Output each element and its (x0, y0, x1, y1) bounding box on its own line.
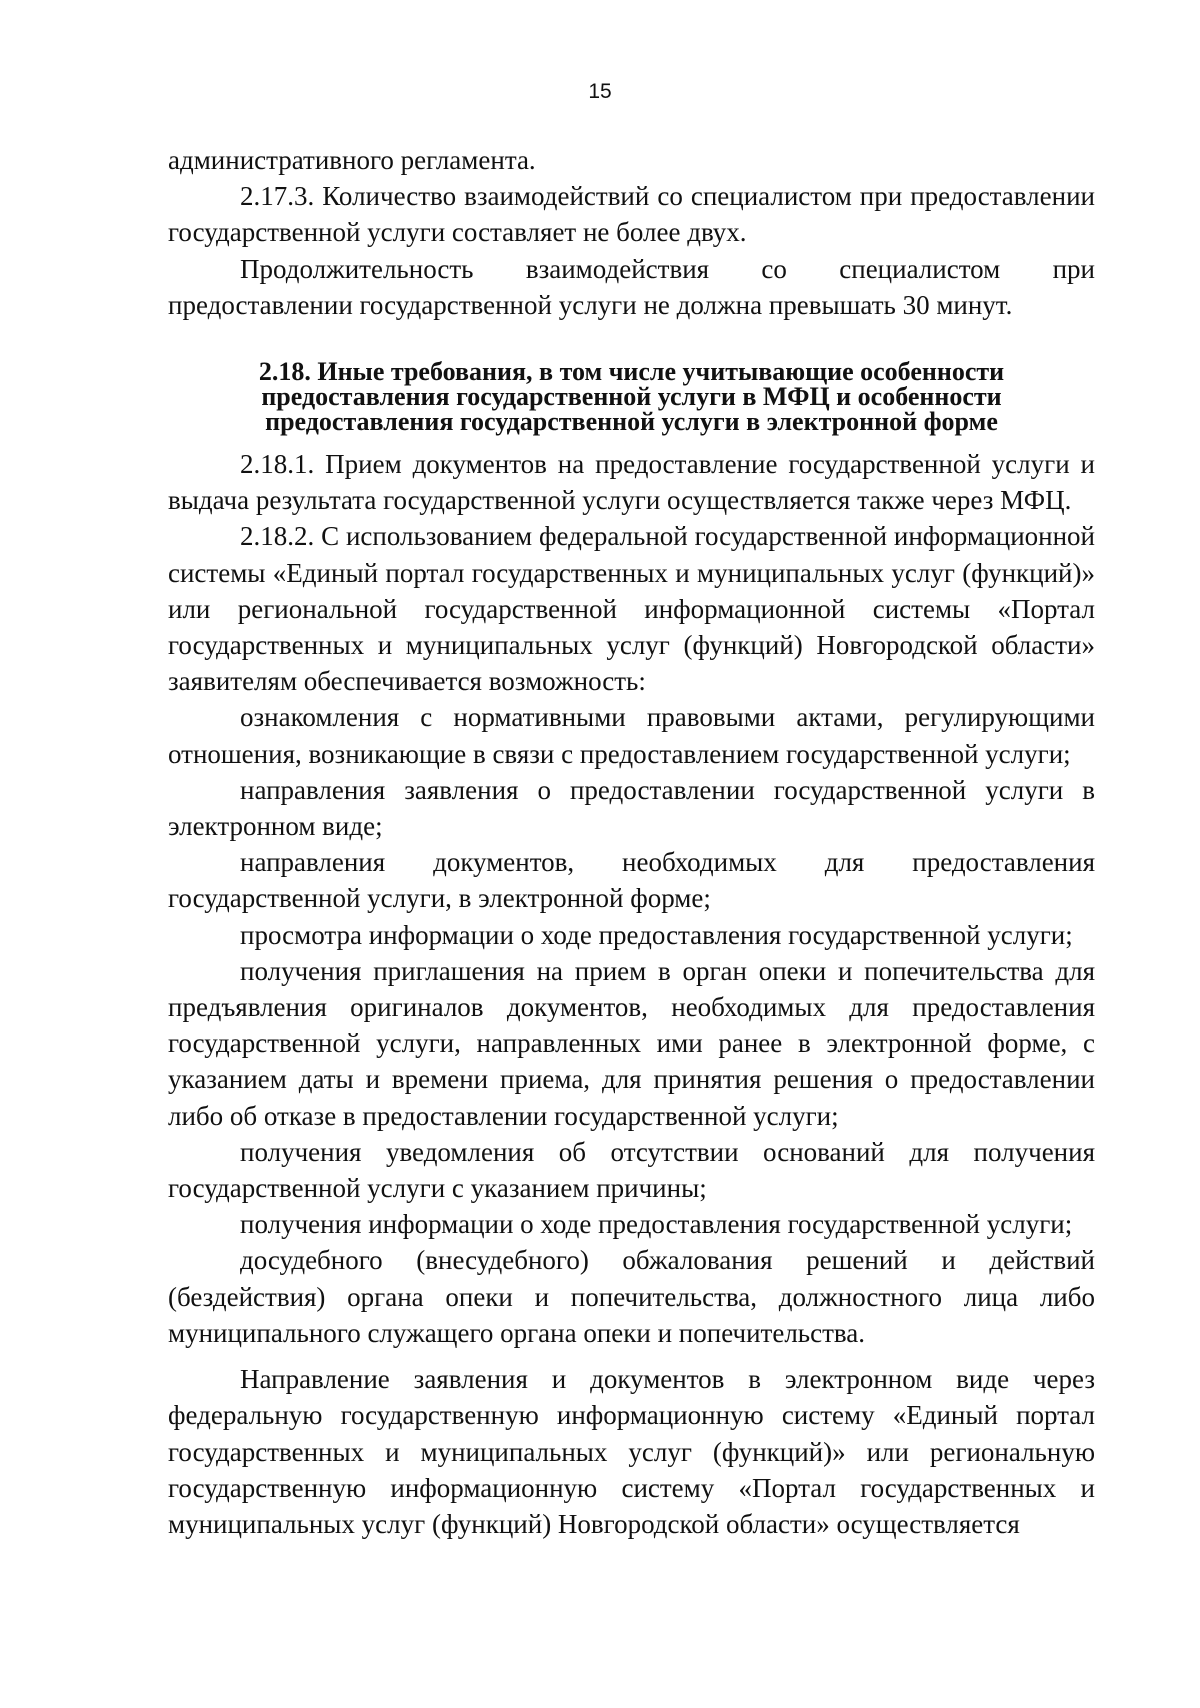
paragraph-2-17-3: 2.17.3. Количество взаимодействий со специалистом при предоставлении государственной услуги составляет не более двух. (168, 181, 1095, 248)
list-item-send-application: направления заявления о предоставлении государственной услуги в электронном виде; (168, 774, 1095, 842)
list-item-appeal: досудебного (внесудебного) обжалования решений и действий (бездействия) органа опеки и попечительства, должностного лица либо муниципального служащего органа опеки и попечительства. (168, 1245, 1095, 1348)
list-item-acquaintance: ознакомления с нормативными правовыми актами, регулирующими отношения, возникающие в связи с предоставлением государственной услуги; (168, 702, 1095, 769)
document-body (168, 142, 1095, 1542)
paragraph-continuation: административного регламента. (168, 145, 536, 175)
paragraph-electronic-submission: Направление заявления и документов в электронном виде через федеральную государственную информационную систему «Единый портал государственных и муниципальных услуг (функций)» или региональную государственную информационную систему «Портал государственных и муниципальных услуг (функций) Новгородской области» осуществляется (168, 1364, 1095, 1539)
heading-line-1: 2.18. Иные требования, в том числе учитывающие особенности (258, 357, 1005, 387)
paragraph-2-18-1: 2.18.1. Прием документов на предоставление государственной услуги и выдача результата государственной услуги осуществляется также через МФЦ. (168, 449, 1095, 516)
heading-line-3: предоставления государственной услуги в электронной форме (265, 407, 998, 437)
spacer (168, 323, 1095, 359)
list-item-invitation: получения приглашения на прием в орган опеки и попечительства для предъявления оригиналов документов, необходимых для предоставления государственной услуги, направленных ими ранее в электронной форме, с указанием даты и времени приема, для принятия решения о предоставлении либо об отказе в предоставлении государственной услуги; (168, 955, 1095, 1131)
list-item-view-progress: просмотра информации о ходе предоставления государственной услуги; (240, 919, 1073, 950)
spacer (168, 1351, 1095, 1361)
heading-line-2: предоставления государственной услуги в МФЦ и особенности (261, 382, 1002, 412)
paragraph-duration: Продолжительность взаимодействия со специалистом при предоставлении государственной услуги не должна превышать 30 минут. (168, 253, 1095, 320)
list-item-send-documents: направления документов, необходимых для предоставления государственной услуги, в электронной форме; (168, 847, 1095, 914)
list-item-notification: получения уведомления об отсутствии оснований для получения государственной услуги с указанием причины; (168, 1136, 1095, 1204)
list-item-progress-info: получения информации о ходе предоставления государственной услуги; (240, 1209, 1073, 1240)
paragraph-2-18-2: 2.18.2. С использованием федеральной государственной информационной системы «Единый портал государственных и муниципальных услуг (функций)» или региональной государственной информационной системы «Портал государственных и муниципальных услуг (функций) Новгородской области» заявителям обеспечивается возможность: (168, 521, 1095, 697)
section-heading-2-18 (168, 357, 1095, 437)
page-number: 15 (588, 80, 612, 103)
